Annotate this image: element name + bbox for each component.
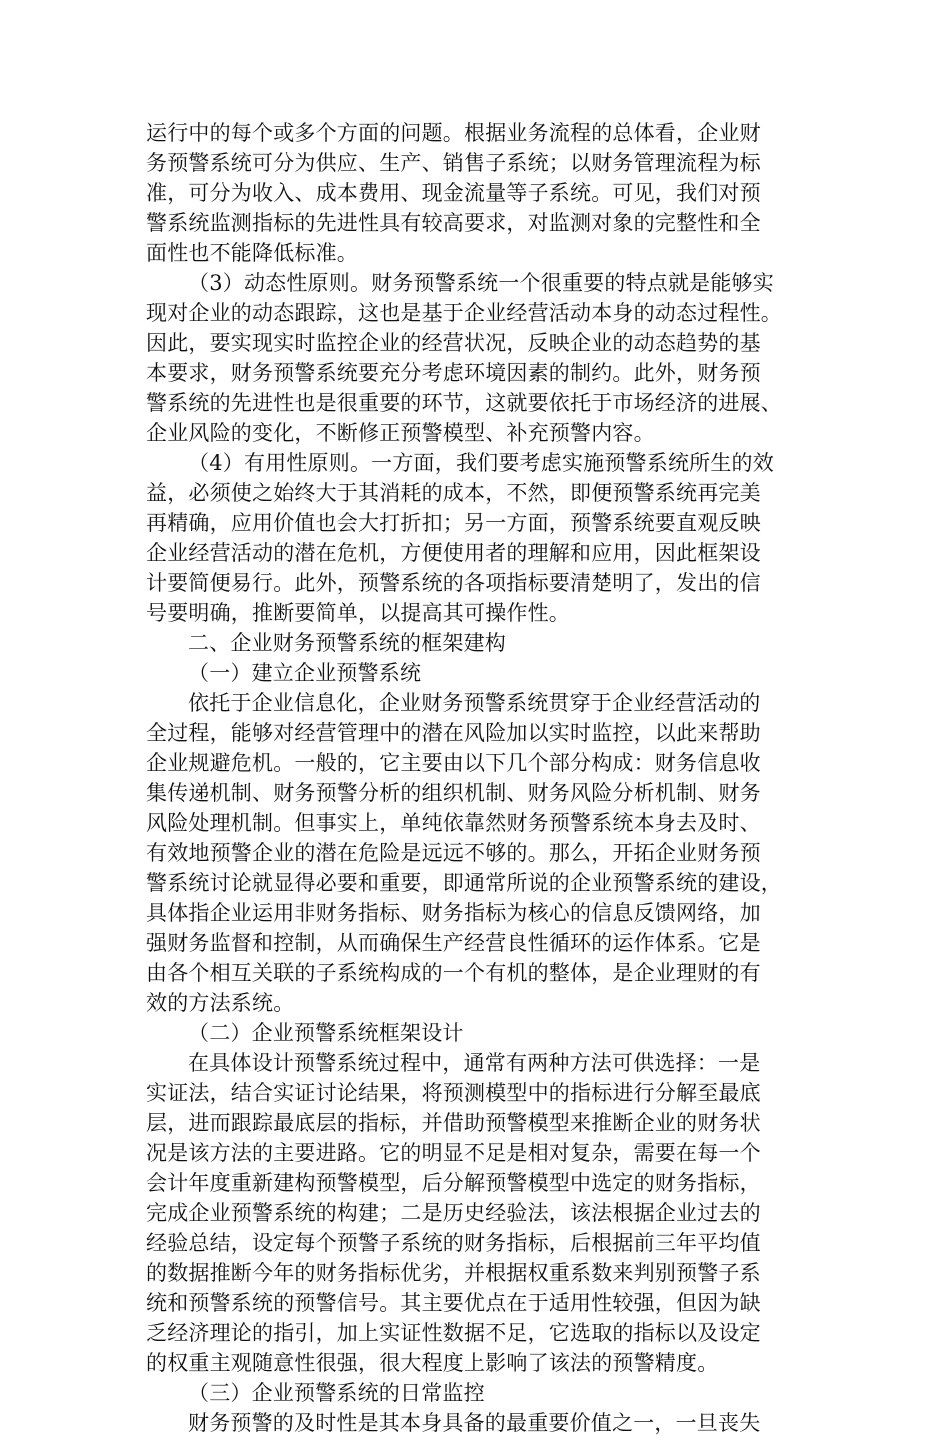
text-line: 号要明确，推断要简单，以提高其可操作性。 <box>146 601 570 625</box>
text-line: 警系统监测指标的先进性具有较高要求，对监测对象的完整性和全 <box>146 211 761 235</box>
text-line: 具体指企业运用非财务指标、财务指标为核心的信息反馈网络，加 <box>146 901 761 925</box>
text-line: 因此，要实现实时监控企业的经营状况，反映企业的动态趋势的基 <box>146 331 761 355</box>
text-line: 会计年度重新建构预警模型，后分解预警模型中选定的财务指标， <box>146 1171 761 1195</box>
text-line: 本要求，财务预警系统要充分考虑环境因素的制约。此外，财务预 <box>146 361 761 385</box>
text-line: 实证法，结合实证讨论结果，将预测模型中的指标进行分解至最底 <box>146 1081 761 1105</box>
text-line: 再精确，应用价值也会大打折扣；另一方面，预警系统要直观反映 <box>146 511 761 535</box>
text-line: （4）有用性原则。一方面，我们要考虑实施预警系统所生的效 <box>188 451 774 475</box>
text-line: 运行中的每个或多个方面的问题。根据业务流程的总体看，企业财 <box>146 121 761 145</box>
text-line: 乏经济理论的指引，加上实证性数据不足，它选取的指标以及设定 <box>146 1321 761 1345</box>
text-line: 强财务监督和控制，从而确保生产经营良性循环的运作体系。它是 <box>146 931 761 955</box>
text-line: 面性也不能降低标准。 <box>146 241 358 265</box>
text-line: 统和预警系统的预警信号。其主要优点在于适用性较强，但因为缺 <box>146 1291 761 1315</box>
text-line: 警系统的先进性也是很重要的环节，这就要依托于市场经济的进展、 <box>146 391 782 415</box>
text-line: 二、企业财务预警系统的框架建构 <box>188 631 506 655</box>
text-line: （一）建立企业预警系统 <box>188 661 422 685</box>
text-line: 现对企业的动态跟踪，这也是基于企业经营活动本身的动态过程性。 <box>146 301 782 325</box>
text-line: 效的方法系统。 <box>146 991 295 1015</box>
text-line: 的权重主观随意性很强，很大程度上影响了该法的预警精度。 <box>146 1351 719 1375</box>
text-line: 警系统讨论就显得必要和重要，即通常所说的企业预警系统的建设， <box>146 871 782 895</box>
text-line: 集传递机制、财务预警分析的组织机制、财务风险分析机制、财务 <box>146 781 761 805</box>
text-line: 务预警系统可分为供应、生产、销售子系统；以财务管理流程为标 <box>146 151 761 175</box>
text-line: 完成企业预警系统的构建；二是历史经验法，该法根据企业过去的 <box>146 1201 761 1225</box>
text-line: 全过程，能够对经营管理中的潜在风险加以实时监控，以此来帮助 <box>146 721 761 745</box>
text-line: （三）企业预警系统的日常监控 <box>188 1381 485 1405</box>
text-line: 在具体设计预警系统过程中，通常有两种方法可供选择：一是 <box>188 1051 761 1075</box>
text-line: 层，进而跟踪最底层的指标，并借助预警模型来推断企业的财务状 <box>146 1111 761 1135</box>
text-line: 由各个相互关联的子系统构成的一个有机的整体，是企业理财的有 <box>146 961 761 985</box>
text-line: 企业规避危机。一般的，它主要由以下几个部分构成：财务信息收 <box>146 751 761 775</box>
text-line: 财务预警的及时性是其本身具备的最重要价值之一，一旦丧失 <box>188 1411 761 1435</box>
text-line: 经验总结，设定每个预警子系统的财务指标，后根据前三年平均值 <box>146 1231 761 1255</box>
text-line: 企业风险的变化，不断修正预警模型、补充预警内容。 <box>146 421 655 445</box>
document-page <box>146 118 804 1438</box>
text-line: 依托于企业信息化，企业财务预警系统贯穿于企业经营活动的 <box>188 691 761 715</box>
text-line: 有效地预警企业的潜在危险是远远不够的。那么，开拓企业财务预 <box>146 841 761 865</box>
text-line: （3）动态性原则。财务预警系统一个很重要的特点就是能够实 <box>188 271 774 295</box>
text-line: 计要简便易行。此外，预警系统的各项指标要清楚明了，发出的信 <box>146 571 761 595</box>
text-line: 企业经营活动的潜在危机，方便使用者的理解和应用，因此框架设 <box>146 541 761 565</box>
text-line: 风险处理机制。但事实上，单纯依靠然财务预警系统本身去及时、 <box>146 811 761 835</box>
text-line: 准，可分为收入、成本费用、现金流量等子系统。可见，我们对预 <box>146 181 761 205</box>
text-line: （二）企业预警系统框架设计 <box>188 1021 464 1045</box>
text-line: 的数据推断今年的财务指标优劣，并根据权重系数来判别预警子系 <box>146 1261 761 1285</box>
text-line: 益，必须使之始终大于其消耗的成本，不然，即便预警系统再完美 <box>146 481 761 505</box>
text-line: 况是该方法的主要进路。它的明显不足是相对复杂，需要在每一个 <box>146 1141 761 1165</box>
